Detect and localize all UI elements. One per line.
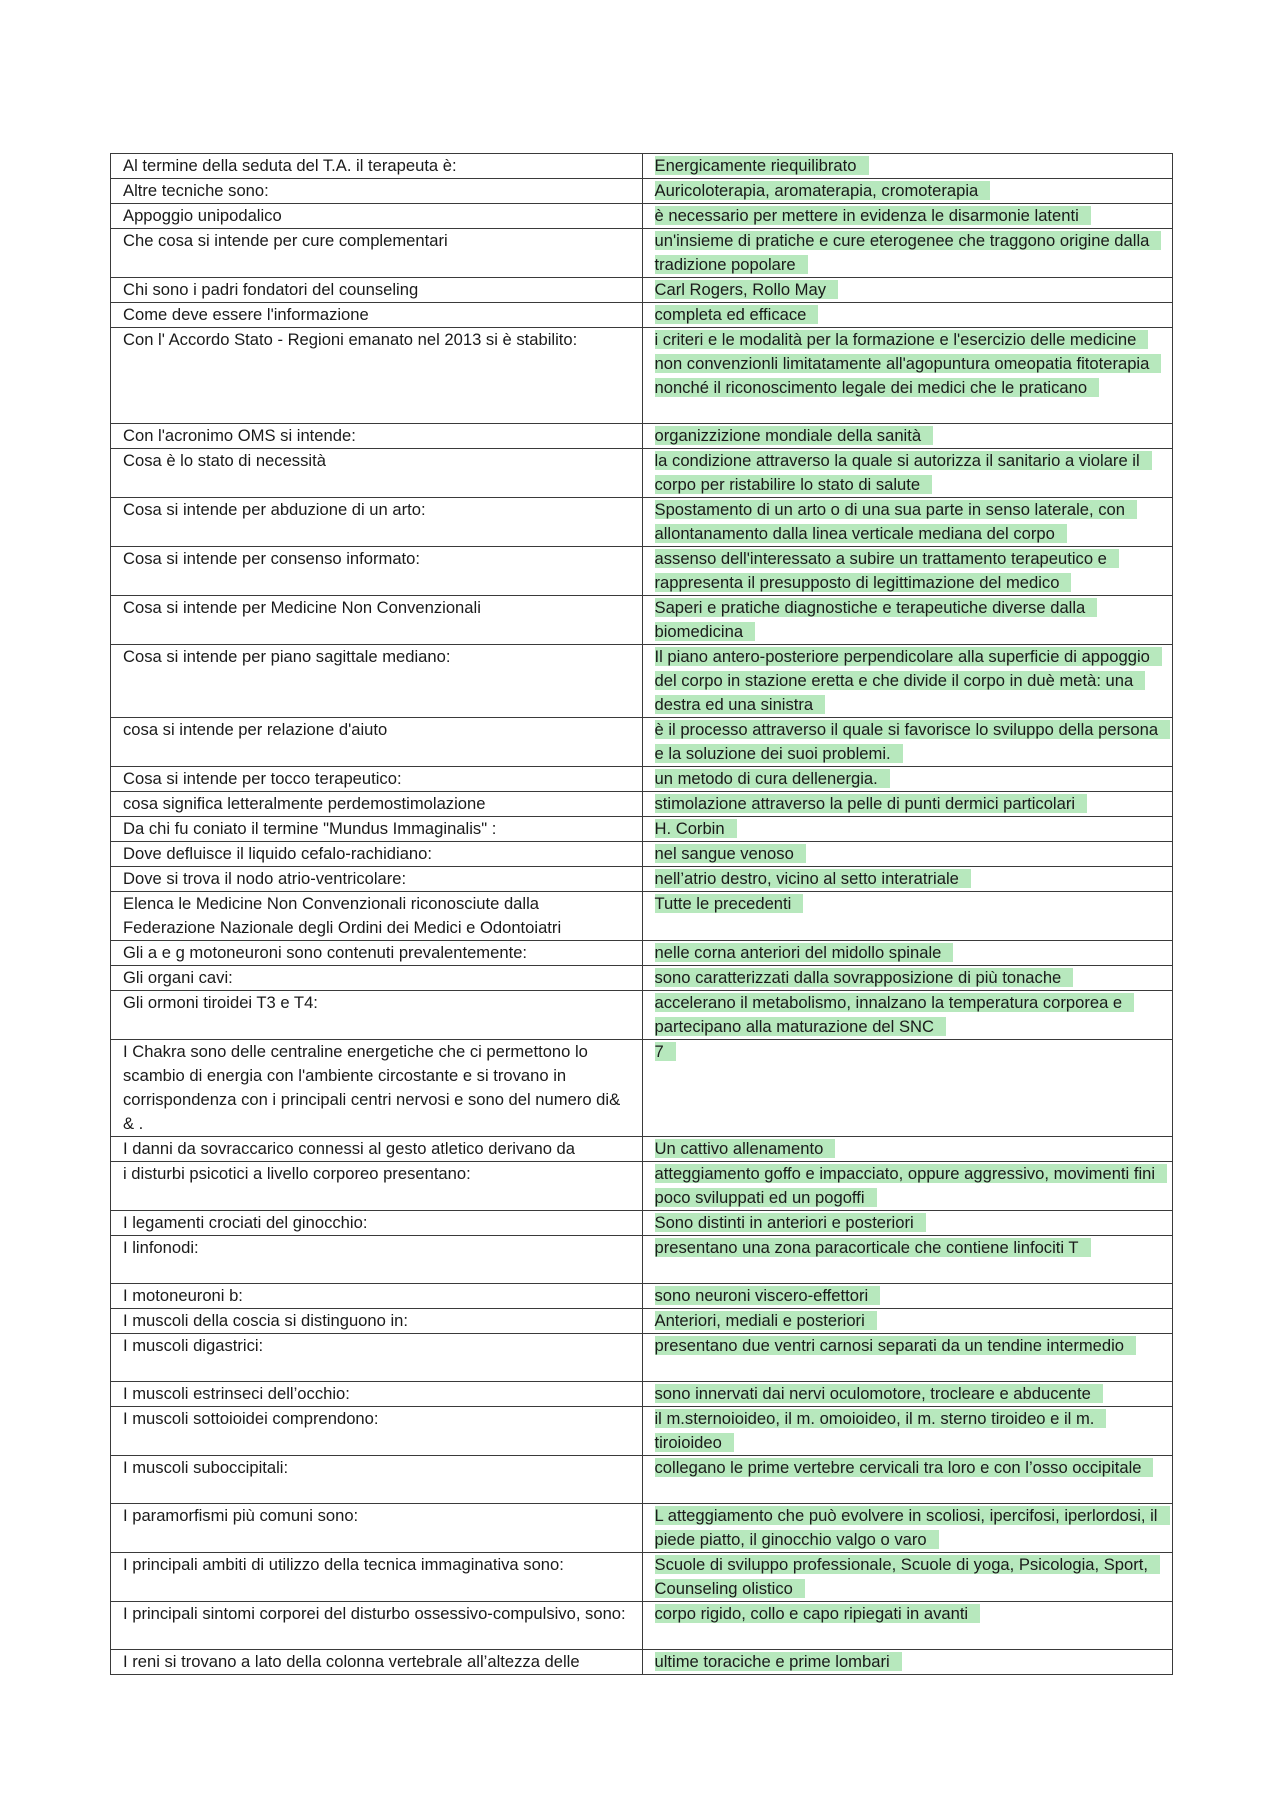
question-cell: Che cosa si intende per cure complementari [111, 229, 643, 278]
highlighted-answer: atteggiamento goffo e impacciato, oppure aggressivo, movimenti fini poco sviluppati ed un pogoffi [655, 1164, 1168, 1207]
highlighted-answer: collegano le prime vertebre cervicali tra loro e con l’osso occipitale [655, 1458, 1154, 1477]
answer-cell [642, 1309, 1173, 1334]
question-cell: Cosa si intende per tocco terapeutico: [111, 767, 643, 792]
answer-cell [642, 817, 1173, 842]
highlighted-answer: presentano una zona paracorticale che contiene linfociti T [655, 1238, 1091, 1257]
question-cell: I principali sintomi corporei del disturbo ossessivo-compulsivo, sono: [111, 1602, 643, 1650]
question-cell: cosa si intende per relazione d'aiuto [111, 718, 643, 767]
table-row [111, 424, 1173, 449]
table-row [111, 792, 1173, 817]
answer-cell [642, 1284, 1173, 1309]
highlighted-answer: Anteriori, mediali e posteriori [655, 1311, 877, 1330]
qa-table [110, 153, 1173, 1675]
highlighted-answer: stimolazione attraverso la pelle di punti dermici particolari [655, 794, 1088, 813]
answer-cell [642, 449, 1173, 498]
answer-cell [642, 547, 1173, 596]
question-cell: I paramorfismi più comuni sono: [111, 1504, 643, 1553]
answer-cell [642, 645, 1173, 718]
table-row [111, 1602, 1173, 1650]
answer-cell [642, 424, 1173, 449]
table-row [111, 229, 1173, 278]
table-row [111, 179, 1173, 204]
question-cell: Da chi fu coniato il termine "Mundus Immaginalis" : [111, 817, 643, 842]
table-row [111, 1309, 1173, 1334]
table-row [111, 278, 1173, 303]
table-row [111, 449, 1173, 498]
table-row [111, 892, 1173, 941]
highlighted-answer: sono neuroni viscero-effettori [655, 1286, 881, 1305]
table-row [111, 1456, 1173, 1504]
answer-cell [642, 1040, 1173, 1137]
question-cell: Cosa è lo stato di necessità [111, 449, 643, 498]
question-cell: Con l' Accordo Stato - Regioni emanato nel 2013 si è stabilito: [111, 328, 643, 424]
answer-cell [642, 1236, 1173, 1284]
answer-cell [642, 498, 1173, 547]
answer-cell [642, 892, 1173, 941]
question-cell: Gli a e g motoneuroni sono contenuti prevalentemente: [111, 941, 643, 966]
question-cell: Al termine della seduta del T.A. il terapeuta è: [111, 154, 643, 179]
question-cell: Con l'acronimo OMS si intende: [111, 424, 643, 449]
answer-cell [642, 1650, 1173, 1675]
question-cell: I danni da sovraccarico connessi al gesto atletico derivano da [111, 1137, 643, 1162]
table-row [111, 767, 1173, 792]
highlighted-answer: la condizione attraverso la quale si autorizza il sanitario a violare il corpo per ristabilire lo stato di salute [655, 451, 1152, 494]
question-cell: I principali ambiti di utilizzo della tecnica immaginativa sono: [111, 1553, 643, 1602]
highlighted-answer: Un cattivo allenamento [655, 1139, 836, 1158]
table-row [111, 1382, 1173, 1407]
question-cell: Elenca le Medicine Non Convenzionali riconosciute dalla Federazione Nazionale degli Ordini dei Medici e Odontoiatri [111, 892, 643, 941]
answer-cell [642, 1602, 1173, 1650]
table-row [111, 941, 1173, 966]
highlighted-answer: Energicamente riequilibrato [655, 156, 869, 175]
highlighted-answer: Il piano antero-posteriore perpendicolare alla superficie di appoggio del corpo in stazione eretta e che divide il corpo in duè metà: una destra ed una sinistra [655, 647, 1162, 714]
table-row [111, 817, 1173, 842]
table-row [111, 154, 1173, 179]
highlighted-answer: Auricoloterapia, aromaterapia, cromoterapia [655, 181, 991, 200]
table-row [111, 842, 1173, 867]
table-row [111, 596, 1173, 645]
answer-cell [642, 1407, 1173, 1456]
highlighted-answer: completa ed efficace [655, 305, 819, 324]
table-row [111, 991, 1173, 1040]
table-row [111, 498, 1173, 547]
answer-cell [642, 941, 1173, 966]
table-row [111, 204, 1173, 229]
highlighted-answer: nel sangue venoso [655, 844, 806, 863]
highlighted-answer: nelle corna anteriori del midollo spinale [655, 943, 954, 962]
question-cell: Appoggio unipodalico [111, 204, 643, 229]
highlighted-answer: L atteggiamento che può evolvere in scoliosi, ipercifosi, iperlordosi, il piede piatto, il ginocchio valgo o varo [655, 1506, 1170, 1549]
question-cell: I reni si trovano a lato della colonna vertebrale all’altezza delle [111, 1650, 643, 1675]
answer-cell [642, 596, 1173, 645]
answer-cell [642, 154, 1173, 179]
question-cell: Cosa si intende per abduzione di un arto: [111, 498, 643, 547]
qa-table-body [111, 154, 1173, 1675]
question-cell: I muscoli della coscia si distinguono in: [111, 1309, 643, 1334]
answer-cell [642, 792, 1173, 817]
highlighted-answer: ultime toraciche e prime lombari [655, 1652, 902, 1671]
table-row [111, 1284, 1173, 1309]
answer-cell [642, 1162, 1173, 1211]
question-cell: I Chakra sono delle centraline energetiche che ci permettono lo scambio di energia con l'ambiente circostante e si trovano in corrispondenza con i principali centri nervosi e sono del numero di& & . [111, 1040, 643, 1137]
table-row [111, 718, 1173, 767]
question-cell: I linfonodi: [111, 1236, 643, 1284]
answer-cell [642, 867, 1173, 892]
table-row [111, 645, 1173, 718]
answer-cell [642, 1456, 1173, 1504]
question-cell: Chi sono i padri fondatori del counseling [111, 278, 643, 303]
answer-cell [642, 1334, 1173, 1382]
highlighted-answer: i criteri e le modalità per la formazione e l'esercizio delle medicine non convenzionli limitatamente all'agopuntura omeopatia fitoterapia nonché il riconoscimento legale dei medici che le praticano [655, 330, 1162, 397]
table-row [111, 303, 1173, 328]
highlighted-answer: un metodo di cura dellenergia. [655, 769, 890, 788]
highlighted-answer: organizzizione mondiale della sanità [655, 426, 934, 445]
table-row [111, 867, 1173, 892]
answer-cell [642, 179, 1173, 204]
highlighted-answer: Saperi e pratiche diagnostiche e terapeutiche diverse dalla biomedicina [655, 598, 1098, 641]
question-cell: I muscoli sottoioidei comprendono: [111, 1407, 643, 1456]
answer-cell [642, 229, 1173, 278]
highlighted-answer: Tutte le precedenti [655, 894, 804, 913]
answer-cell [642, 767, 1173, 792]
table-row [111, 966, 1173, 991]
highlighted-answer: accelerano il metabolismo, innalzano la temperatura corporea e partecipano alla maturazione del SNC [655, 993, 1135, 1036]
answer-cell [642, 1382, 1173, 1407]
highlighted-answer: il m.sternoioideo, il m. omoioideo, il m. sterno tiroideo e il m. tiroioideo [655, 1409, 1107, 1452]
highlighted-answer: è il processo attraverso il quale si favorisce lo sviluppo della persona e la soluzione dei suoi problemi. [655, 720, 1171, 763]
answer-cell [642, 303, 1173, 328]
question-cell: Altre tecniche sono: [111, 179, 643, 204]
question-cell: cosa significa letteralmente perdemostimolazione [111, 792, 643, 817]
answer-cell [642, 991, 1173, 1040]
highlighted-answer: un'insieme di pratiche e cure eterogenee che traggono origine dalla tradizione popolare [655, 231, 1162, 274]
question-cell: I muscoli digastrici: [111, 1334, 643, 1382]
answer-cell [642, 1137, 1173, 1162]
table-row [111, 1407, 1173, 1456]
table-row [111, 328, 1173, 424]
question-cell: Gli organi cavi: [111, 966, 643, 991]
answer-cell [642, 1504, 1173, 1553]
question-cell: Cosa si intende per consenso informato: [111, 547, 643, 596]
answer-cell [642, 842, 1173, 867]
highlighted-answer: sono innervati dai nervi oculomotore, trocleare e abducente [655, 1384, 1103, 1403]
question-cell: Cosa si intende per piano sagittale mediano: [111, 645, 643, 718]
answer-cell [642, 204, 1173, 229]
question-cell: i disturbi psicotici a livello corporeo presentano: [111, 1162, 643, 1211]
question-cell: Dove si trova il nodo atrio-ventricolare: [111, 867, 643, 892]
question-cell: I muscoli estrinseci dell’occhio: [111, 1382, 643, 1407]
highlighted-answer: presentano due ventri carnosi separati da un tendine intermedio [655, 1336, 1137, 1355]
table-row [111, 547, 1173, 596]
highlighted-answer: Carl Rogers, Rollo May [655, 280, 839, 299]
highlighted-answer: H. Corbin [655, 819, 737, 838]
table-row [111, 1504, 1173, 1553]
answer-cell [642, 718, 1173, 767]
question-cell: I muscoli suboccipitali: [111, 1456, 643, 1504]
table-row [111, 1650, 1173, 1675]
highlighted-answer: Scuole di sviluppo professionale, Scuole di yoga, Psicologia, Sport, Counseling olistico [655, 1555, 1161, 1598]
highlighted-answer: Spostamento di un arto o di una sua parte in senso laterale, con allontanamento dalla linea verticale mediana del corpo [655, 500, 1137, 543]
table-row [111, 1553, 1173, 1602]
answer-cell [642, 1553, 1173, 1602]
question-cell: Come deve essere l'informazione [111, 303, 643, 328]
highlighted-answer: 7 [655, 1042, 676, 1061]
table-row [111, 1334, 1173, 1382]
question-cell: Cosa si intende per Medicine Non Convenzionali [111, 596, 643, 645]
highlighted-answer: sono caratterizzati dalla sovrapposizione di più tonache [655, 968, 1074, 987]
table-row [111, 1040, 1173, 1137]
table-row [111, 1137, 1173, 1162]
highlighted-answer: nell’atrio destro, vicino al setto interatriale [655, 869, 971, 888]
highlighted-answer: corpo rigido, collo e capo ripiegati in avanti [655, 1604, 981, 1623]
highlighted-answer: Sono distinti in anteriori e posteriori [655, 1213, 926, 1232]
question-cell: Gli ormoni tiroidei T3 e T4: [111, 991, 643, 1040]
highlighted-answer: assenso dell'interessato a subire un trattamento terapeutico e rappresenta il presupposto di legittimazione del medico [655, 549, 1119, 592]
question-cell: I legamenti crociati del ginocchio: [111, 1211, 643, 1236]
question-cell: I motoneuroni b: [111, 1284, 643, 1309]
question-cell: Dove defluisce il liquido cefalo-rachidiano: [111, 842, 643, 867]
table-row [111, 1236, 1173, 1284]
answer-cell [642, 1211, 1173, 1236]
answer-cell [642, 278, 1173, 303]
answer-cell [642, 966, 1173, 991]
table-row [111, 1162, 1173, 1211]
table-row [111, 1211, 1173, 1236]
answer-cell [642, 328, 1173, 424]
highlighted-answer: è necessario per mettere in evidenza le disarmonie latenti [655, 206, 1091, 225]
